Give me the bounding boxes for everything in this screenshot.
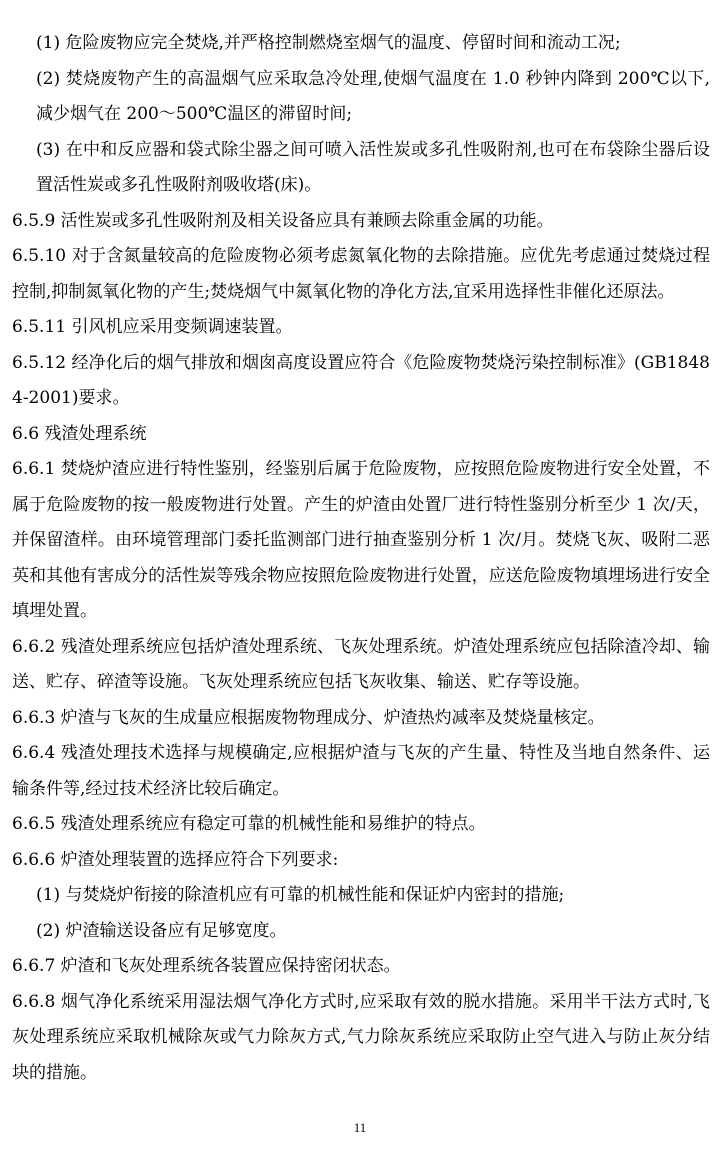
paragraph-item-3: (3) 在中和反应器和袋式除尘器之间可喷入活性炭或多孔性吸附剂,也可在布袋除尘器后设置活性炭或多孔性吸附剂吸收塔(床)。: [36, 139, 710, 195]
page-number: 11: [353, 1120, 367, 1135]
clause-6-6-8: 6.6.8 烟气净化系统采用湿法烟气净化方式时,应采取有效的脱水措施。采用半干法方式时,飞灰处理系统应采取机械除灰或气力除灰方式,气力除灰系统应采取防止空气进入与防止灰分结块的措施。: [12, 991, 710, 1083]
paragraph-item-2: (2) 焚烧废物产生的高温烟气应采取急冷处理,使烟气温度在 1.0 秒钟内降到 200℃以下,减少烟气在 200～500℃温区的滞留时间;: [36, 68, 710, 124]
clause-6-6-7: 6.6.7 炉渣和飞灰处理系统各装置应保持密闭状态。: [12, 956, 401, 976]
clause-6-6-5: 6.6.5 残渣处理系统应有稳定可靠的机械性能和易维护的特点。: [12, 814, 486, 834]
clause-6-6-2: 6.6.2 残渣处理系统应包括炉渣处理系统、飞灰处理系统。炉渣处理系统应包括除渣冷却、输送、贮存、碎渣等设施。飞灰处理系统应包括飞灰收集、输送、贮存等设施。: [12, 636, 710, 692]
clause-6-5-9: 6.5.9 活性炭或多孔性吸附剂及相关设备应具有兼顾去除重金属的功能。: [12, 210, 554, 231]
clause-6-5-10: 6.5.10 对于含氮量较高的危险废物必须考虑氮氧化物的去除措施。应优先考虑通过焚烧过程控制,抑制氮氧化物的产生;焚烧烟气中氮氧化物的净化方法,宜采用选择性非催化还原法。: [12, 246, 710, 302]
clause-6-6-3: 6.6.3 炉渣与飞灰的生成量应根据废物物理成分、炉渣热灼减率及焚烧量核定。: [12, 707, 605, 728]
clause-6-6-6-item-1: (1) 与焚烧炉衔接的除渣机应有可靠的机械性能和保证炉内密封的措施;: [36, 885, 565, 905]
clause-6-6-1: 6.6.1 焚烧炉渣应进行特性鉴别，经鉴别后属于危险废物，应按照危险废物进行安全处置，不属于危险废物的按一般废物进行处置。产生的炉渣由处置厂进行特性鉴别分析至少 1 次/天，并保留渣样。由环境管理部门委托监测部门进行抽查鉴别分析 1 次/月。焚烧飞灰、吸附二恶英和其他有害成分的活性炭等残余物应按照危险废物进行处置，应送危险废物填埋场进行安全填埋处置。: [12, 459, 710, 621]
paragraph-item-1: (1) 危险废物应完全焚烧,并严格控制燃烧室烟气的温度、停留时间和流动工况;: [36, 33, 621, 53]
clause-6-5-11: 6.5.11 引风机应采用变频调速装置。: [12, 317, 293, 337]
clause-6-5-12: 6.5.12 经净化后的烟气排放和烟囱高度设置应符合《危险废物焚烧污染控制标准》(GB18484-2001)要求。: [12, 352, 710, 408]
clause-6-6-6-item-2: (2) 炉渣输送设备应有足够宽度。: [36, 920, 287, 941]
clause-6-6-6: 6.6.6 炉渣处理装置的选择应符合下列要求:: [12, 849, 339, 870]
section-heading-6-6: 6.6 残渣处理系统: [12, 423, 147, 444]
clause-6-6-4: 6.6.4 残渣处理技术选择与规模确定,应根据炉渣与飞灰的产生量、特性及当地自然条件、运输条件等,经过技术经济比较后确定。: [12, 743, 710, 799]
